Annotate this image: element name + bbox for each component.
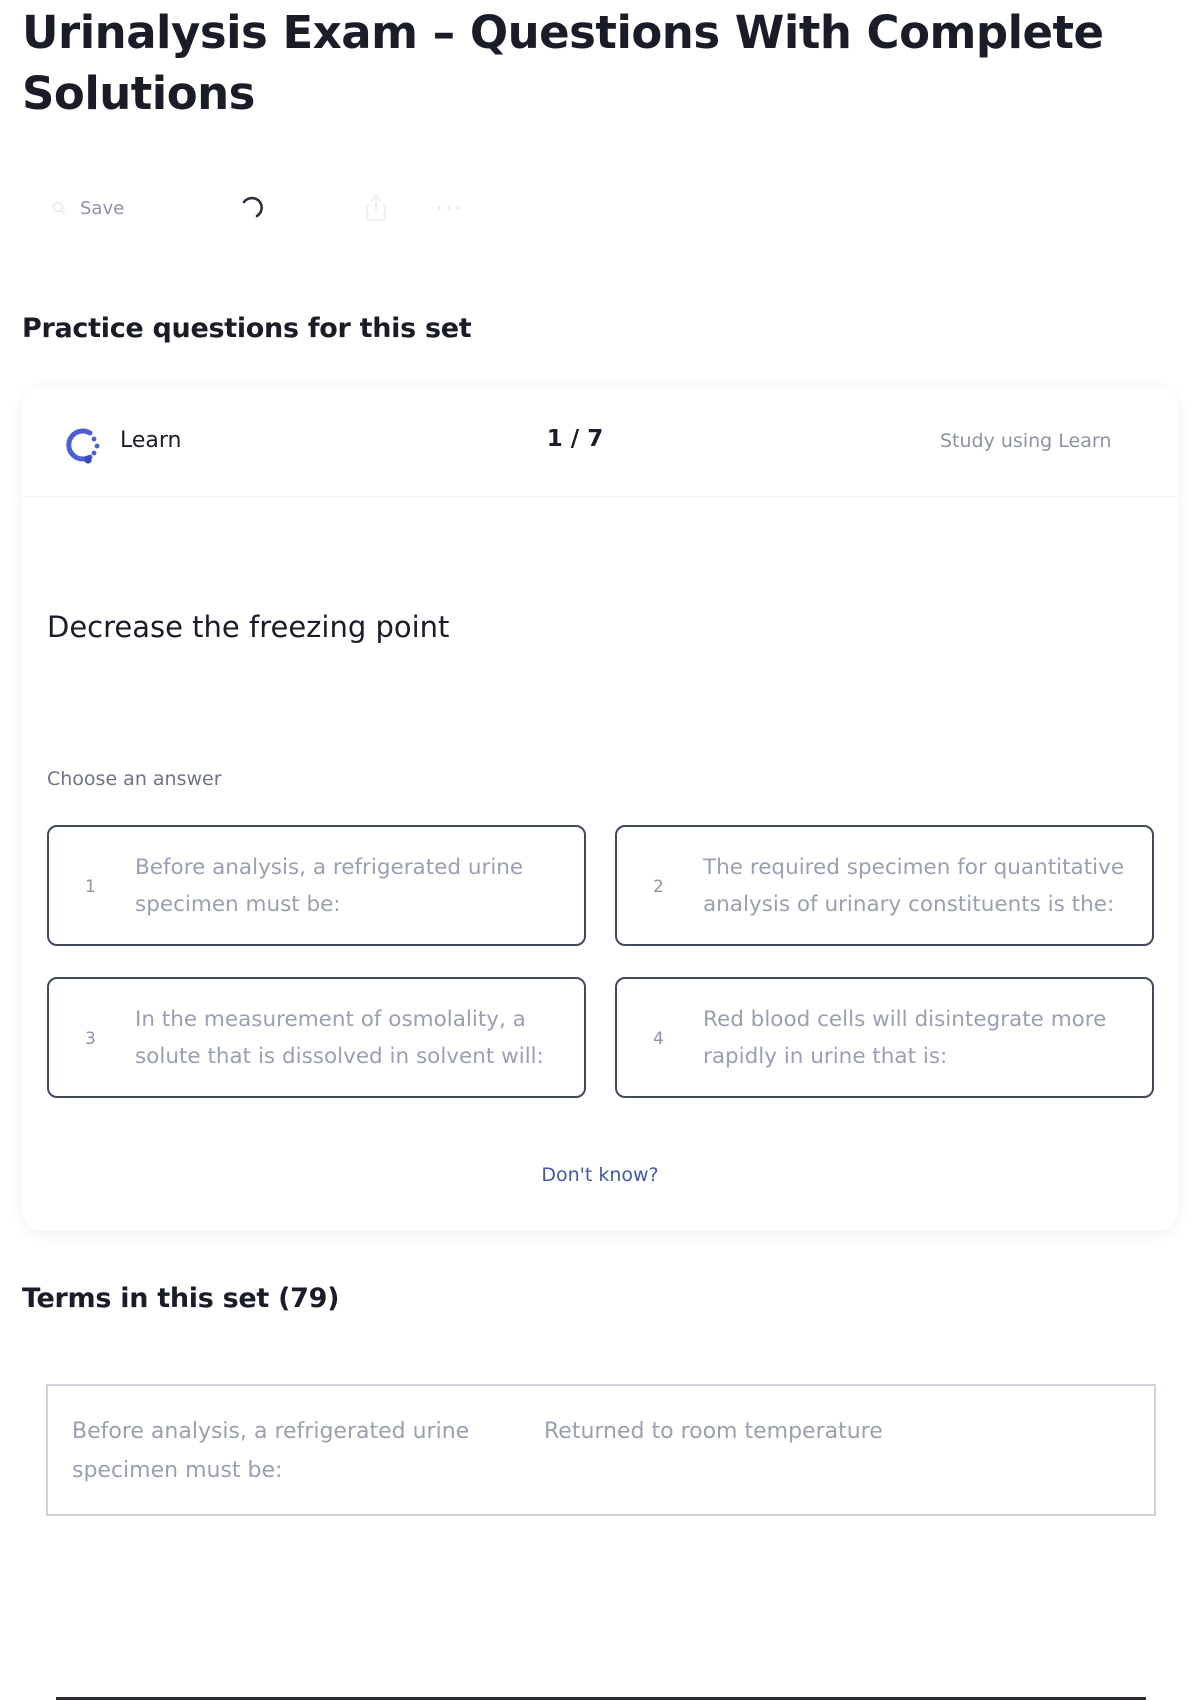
learn-icon <box>60 423 104 467</box>
answer-text: Before analysis, a refrigerated urine specimen must be: <box>135 855 524 917</box>
learn-label: Learn <box>120 428 182 453</box>
answer-text: Red blood cells will disintegrate more rapidly in urine that is: <box>703 1007 1107 1069</box>
answer-number: 1 <box>85 877 96 897</box>
more-icon[interactable]: ··· <box>436 196 465 220</box>
answer-option-1[interactable] <box>47 825 586 946</box>
question-progress: 1 / 7 <box>546 426 604 452</box>
save-button[interactable] <box>52 188 124 228</box>
study-using-learn-link[interactable]: Study using Learn <box>940 430 1112 452</box>
answer-option-4[interactable] <box>615 977 1154 1098</box>
practice-heading: Practice questions for this set <box>22 313 472 344</box>
dont-know-button[interactable]: Don't know? <box>541 1164 659 1186</box>
answer-number: 4 <box>653 1029 664 1049</box>
term-word: Before analysis, a refrigerated urine specimen must be: <box>72 1419 470 1483</box>
learn-card <box>22 386 1178 1231</box>
share-icon <box>364 194 388 222</box>
save-label: Save <box>80 197 125 219</box>
page-title: Urinalysis Exam – Questions With Complete Solutions <box>22 6 1104 120</box>
loading-spinner-icon <box>240 195 266 221</box>
question-prompt: Decrease the freezing point <box>47 610 450 644</box>
term-row[interactable] <box>46 1384 1156 1516</box>
terms-heading: Terms in this set (79) <box>22 1283 340 1314</box>
loading-button[interactable] <box>240 188 266 228</box>
answer-option-2[interactable] <box>615 825 1154 946</box>
answer-option-3[interactable] <box>47 977 586 1098</box>
answer-number: 2 <box>653 877 664 897</box>
answer-text: The required specimen for quantitative analysis of urinary constituents is the: <box>703 855 1125 917</box>
set-toolbar <box>52 188 512 228</box>
answer-number: 3 <box>85 1029 96 1049</box>
learn-card-header <box>22 386 1178 497</box>
search-icon <box>52 201 66 215</box>
term-definition: Returned to room temperature <box>544 1419 883 1444</box>
answer-text: In the measurement of osmolality, a solute that is dissolved in solvent will: <box>135 1007 544 1069</box>
choose-answer-label: Choose an answer <box>47 768 222 790</box>
share-button[interactable] <box>364 188 388 228</box>
